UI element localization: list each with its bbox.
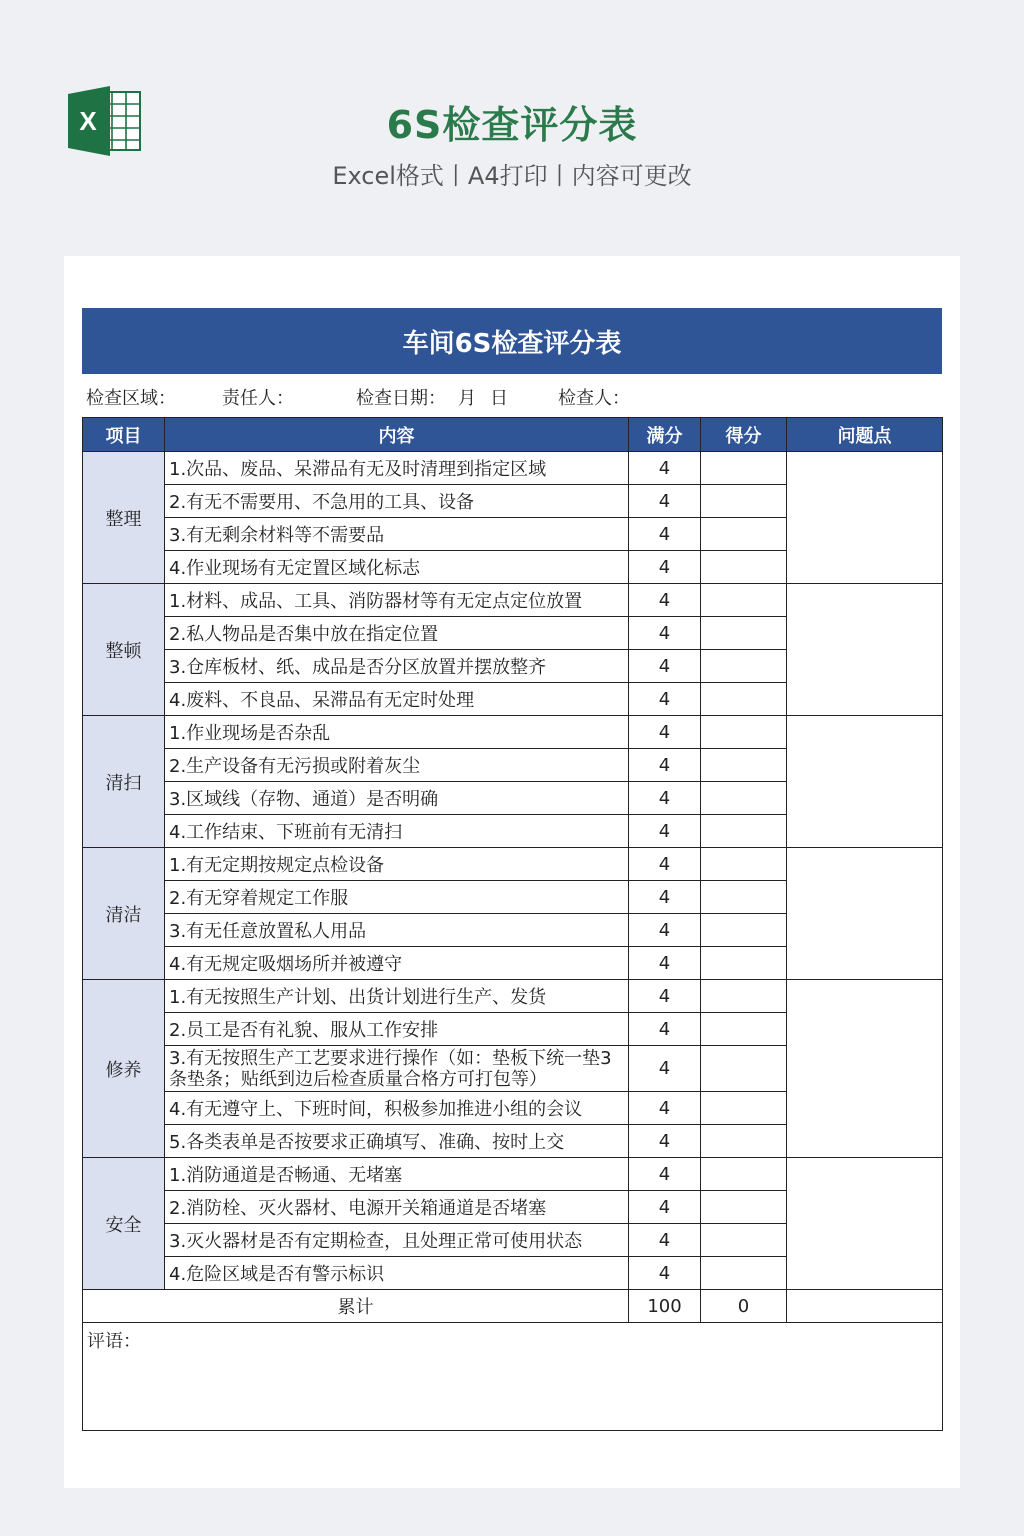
score-cell[interactable] (701, 881, 787, 914)
col-header-score: 得分 (701, 418, 787, 452)
content-cell: 4.废料、不良品、呆滞品有无定时处理 (165, 683, 629, 716)
col-header-issue: 问题点 (787, 418, 943, 452)
full-score-cell: 4 (629, 650, 701, 683)
category-cell: 安全 (83, 1158, 165, 1290)
score-cell[interactable] (701, 716, 787, 749)
content-cell: 1.材料、成品、工具、消防器材等有无定点定位放置 (165, 584, 629, 617)
score-table (82, 417, 943, 1431)
content-cell: 3.区域线（存物、通道）是否明确 (165, 782, 629, 815)
content-cell: 4.有无规定吸烟场所并被遵守 (165, 947, 629, 980)
full-score-cell: 4 (629, 1257, 701, 1290)
score-cell[interactable] (701, 947, 787, 980)
full-score-cell: 4 (629, 914, 701, 947)
category-cell: 整顿 (83, 584, 165, 716)
content-cell: 2.消防栓、灭火器材、电源开关箱通道是否堵塞 (165, 1191, 629, 1224)
score-cell[interactable] (701, 914, 787, 947)
category-cell: 清洁 (83, 848, 165, 980)
col-header-item: 项目 (83, 418, 165, 452)
table-row (83, 452, 943, 485)
full-score-cell: 4 (629, 452, 701, 485)
comment-cell[interactable] (83, 1323, 943, 1431)
full-score-cell: 4 (629, 749, 701, 782)
category-cell: 修养 (83, 980, 165, 1158)
category-cell: 整理 (83, 452, 165, 584)
content-cell: 2.私人物品是否集中放在指定位置 (165, 617, 629, 650)
sheet-banner-title: 车间6S检查评分表 (82, 308, 942, 374)
score-cell[interactable] (701, 518, 787, 551)
full-score-cell: 4 (629, 947, 701, 980)
score-cell[interactable] (701, 551, 787, 584)
total-issue-cell[interactable] (787, 1290, 943, 1323)
table-row (83, 1158, 943, 1191)
table-row (83, 980, 943, 1013)
full-score-cell: 4 (629, 1191, 701, 1224)
full-score-cell: 4 (629, 485, 701, 518)
full-score-cell: 4 (629, 551, 701, 584)
inspector-label: 检查人： (558, 388, 630, 409)
score-cell[interactable] (701, 452, 787, 485)
score-cell[interactable] (701, 980, 787, 1013)
score-cell[interactable] (701, 848, 787, 881)
total-label: 累计 (83, 1290, 629, 1323)
full-score-cell: 4 (629, 1224, 701, 1257)
issue-cell[interactable] (787, 1158, 943, 1290)
area-label: 检查区域： (86, 388, 176, 409)
score-cell[interactable] (701, 782, 787, 815)
owner-label: 责任人： (222, 388, 294, 409)
full-score-cell: 4 (629, 617, 701, 650)
page-title: 6S检查评分表 (386, 103, 638, 147)
score-cell[interactable] (701, 1046, 787, 1092)
score-cell[interactable] (701, 1013, 787, 1046)
full-score-cell: 4 (629, 1013, 701, 1046)
issue-cell[interactable] (787, 848, 943, 980)
content-cell: 4.工作结束、下班前有无清扫 (165, 815, 629, 848)
content-cell: 4.作业现场有无定置区域化标志 (165, 551, 629, 584)
score-cell[interactable] (701, 815, 787, 848)
full-score-cell: 4 (629, 815, 701, 848)
score-cell[interactable] (701, 1191, 787, 1224)
content-cell: 3.仓库板材、纸、成品是否分区放置并摆放整齐 (165, 650, 629, 683)
full-score-cell: 4 (629, 1092, 701, 1125)
content-cell: 2.生产设备有无污损或附着灰尘 (165, 749, 629, 782)
issue-cell[interactable] (787, 584, 943, 716)
content-cell: 3.有无剩余材料等不需要品 (165, 518, 629, 551)
issue-cell[interactable] (787, 452, 943, 584)
score-cell[interactable] (701, 1092, 787, 1125)
score-cell[interactable] (701, 584, 787, 617)
category-cell: 清扫 (83, 716, 165, 848)
col-header-content: 内容 (165, 418, 629, 452)
content-cell: 1.消防通道是否畅通、无堵塞 (165, 1158, 629, 1191)
issue-cell[interactable] (787, 980, 943, 1158)
score-cell[interactable] (701, 683, 787, 716)
full-score-cell: 4 (629, 980, 701, 1013)
comment-label: 评语： (87, 1331, 141, 1352)
full-score-cell: 4 (629, 1158, 701, 1191)
table-row (83, 848, 943, 881)
full-score-cell: 4 (629, 1125, 701, 1158)
svg-text:X: X (79, 106, 97, 136)
content-cell: 2.有无不需要用、不急用的工具、设备 (165, 485, 629, 518)
day-label: 日 (490, 388, 508, 409)
content-cell: 3.有无任意放置私人用品 (165, 914, 629, 947)
full-score-cell: 4 (629, 848, 701, 881)
comment-row (83, 1323, 943, 1431)
full-score-cell: 4 (629, 584, 701, 617)
table-row (83, 584, 943, 617)
content-cell: 2.有无穿着规定工作服 (165, 881, 629, 914)
info-row (86, 382, 942, 412)
full-score-cell: 4 (629, 683, 701, 716)
date-label: 检查日期： (356, 388, 446, 409)
content-cell: 1.有无按照生产计划、出货计划进行生产、发货 (165, 980, 629, 1013)
full-score-cell: 4 (629, 716, 701, 749)
total-full: 100 (629, 1290, 701, 1323)
content-cell: 1.次品、废品、呆滞品有无及时清理到指定区域 (165, 452, 629, 485)
content-cell: 1.有无定期按规定点检设备 (165, 848, 629, 881)
full-score-cell: 4 (629, 881, 701, 914)
table-header-row (83, 418, 943, 452)
score-cell[interactable] (701, 1158, 787, 1191)
score-cell[interactable] (701, 617, 787, 650)
content-cell: 2.员工是否有礼貌、服从工作安排 (165, 1013, 629, 1046)
content-cell: 1.作业现场是否杂乱 (165, 716, 629, 749)
score-cell[interactable] (701, 650, 787, 683)
score-cell[interactable] (701, 1125, 787, 1158)
col-header-full: 满分 (629, 418, 701, 452)
score-cell[interactable] (701, 485, 787, 518)
total-score[interactable]: 0 (701, 1290, 787, 1323)
full-score-cell: 4 (629, 1046, 701, 1092)
total-row (83, 1290, 943, 1323)
score-cell[interactable] (701, 749, 787, 782)
full-score-cell: 4 (629, 782, 701, 815)
table-row (83, 716, 943, 749)
content-cell: 3.有无按照生产工艺要求进行操作（如：垫板下统一垫3条垫条；贴纸到边后检查质量合格方可打包等） (165, 1046, 629, 1092)
score-cell[interactable] (701, 1224, 787, 1257)
content-cell: 3.灭火器材是否有定期检查，且处理正常可使用状态 (165, 1224, 629, 1257)
page-subtitle: Excel格式丨A4打印丨内容可更改 (332, 162, 692, 190)
month-label: 月 (458, 388, 476, 409)
full-score-cell: 4 (629, 518, 701, 551)
content-cell: 4.有无遵守上、下班时间，积极参加推进小组的会议 (165, 1092, 629, 1125)
content-cell: 4.危险区域是否有警示标识 (165, 1257, 629, 1290)
issue-cell[interactable] (787, 716, 943, 848)
score-cell[interactable] (701, 1257, 787, 1290)
content-cell: 5.各类表单是否按要求正确填写、准确、按时上交 (165, 1125, 629, 1158)
